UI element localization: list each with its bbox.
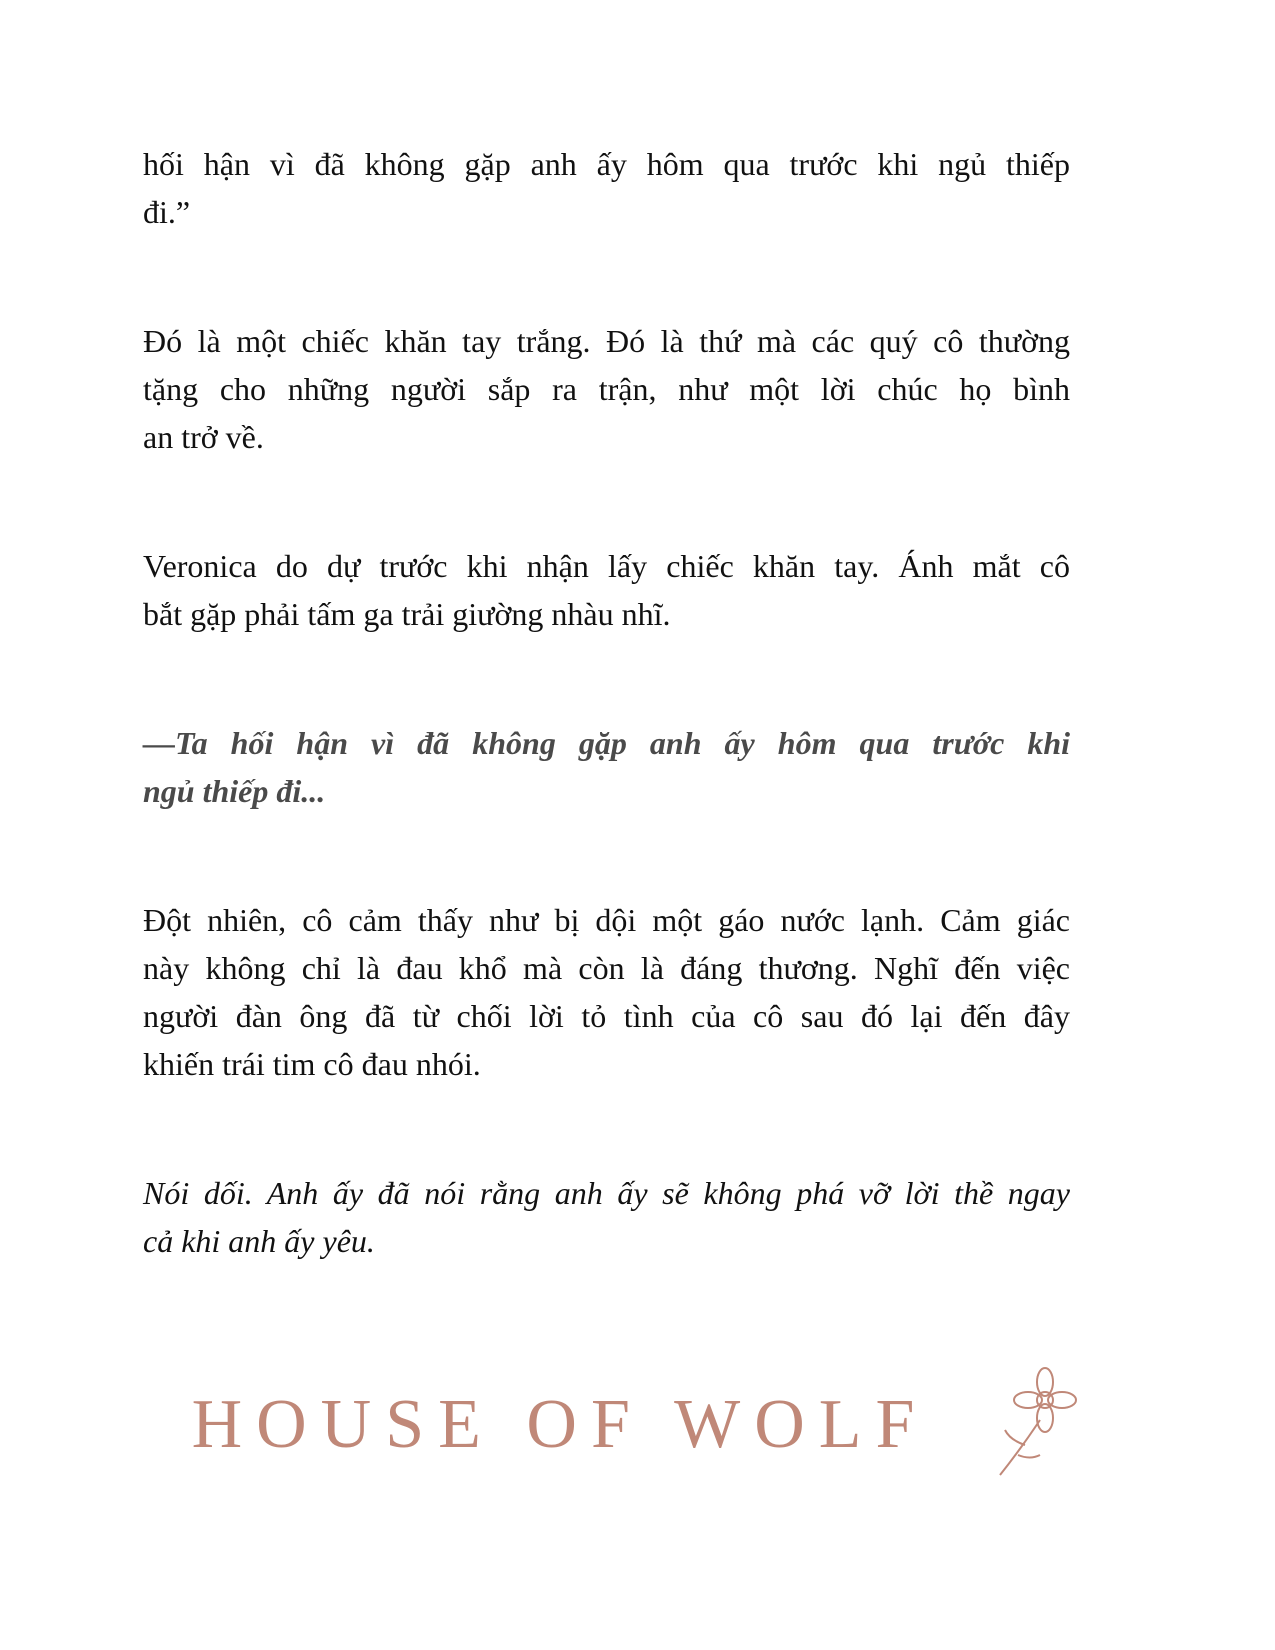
text-line: Đó là một chiếc khăn tay trắng. Đó là thứ mà các quý cô thường	[143, 323, 1070, 359]
document-page	[143, 140, 1070, 1346]
text-line: hối hận vì đã không gặp anh ấy hôm qua trước khi ngủ thiếp	[143, 146, 1070, 182]
paragraph	[143, 896, 1070, 1088]
text-line: đi.”	[143, 194, 191, 230]
text-line: ngủ thiếp đi...	[143, 773, 326, 809]
paragraph	[143, 140, 1070, 236]
text-line: người đàn ông đã từ chối lời tỏ tình của cô sau đó lại đến đây	[143, 998, 1070, 1034]
text-line: này không chỉ là đau khổ mà còn là đáng thương. Nghĩ đến việc	[143, 950, 1070, 986]
paragraph	[143, 1169, 1070, 1265]
text-line: Veronica do dự trước khi nhận lấy chiếc khăn tay. Ánh mắt cô	[143, 548, 1070, 584]
text-line: Đột nhiên, cô cảm thấy như bị dội một gáo nước lạnh. Cảm giác	[143, 902, 1070, 938]
watermark: HOUSE OF WOLF	[191, 1386, 929, 1463]
text-line: Nói dối. Anh ấy đã nói rằng anh ấy sẽ không phá vỡ lời thề ngay	[143, 1175, 1070, 1211]
text-line: tặng cho những người sắp ra trận, như một lời chúc họ bình	[143, 371, 1070, 407]
text-line: —Ta hối hận vì đã không gặp anh ấy hôm qua trước khi	[143, 725, 1070, 761]
flower-watermark-icon	[990, 1360, 1100, 1480]
text-line: cả khi anh ấy yêu.	[143, 1223, 375, 1259]
paragraph	[143, 719, 1070, 815]
text-line: bắt gặp phải tấm ga trải giường nhàu nhĩ.	[143, 596, 671, 632]
text-line: khiến trái tim cô đau nhói.	[143, 1046, 481, 1082]
paragraph	[143, 317, 1070, 461]
paragraph	[143, 542, 1070, 638]
text-line: an trở về.	[143, 419, 264, 455]
